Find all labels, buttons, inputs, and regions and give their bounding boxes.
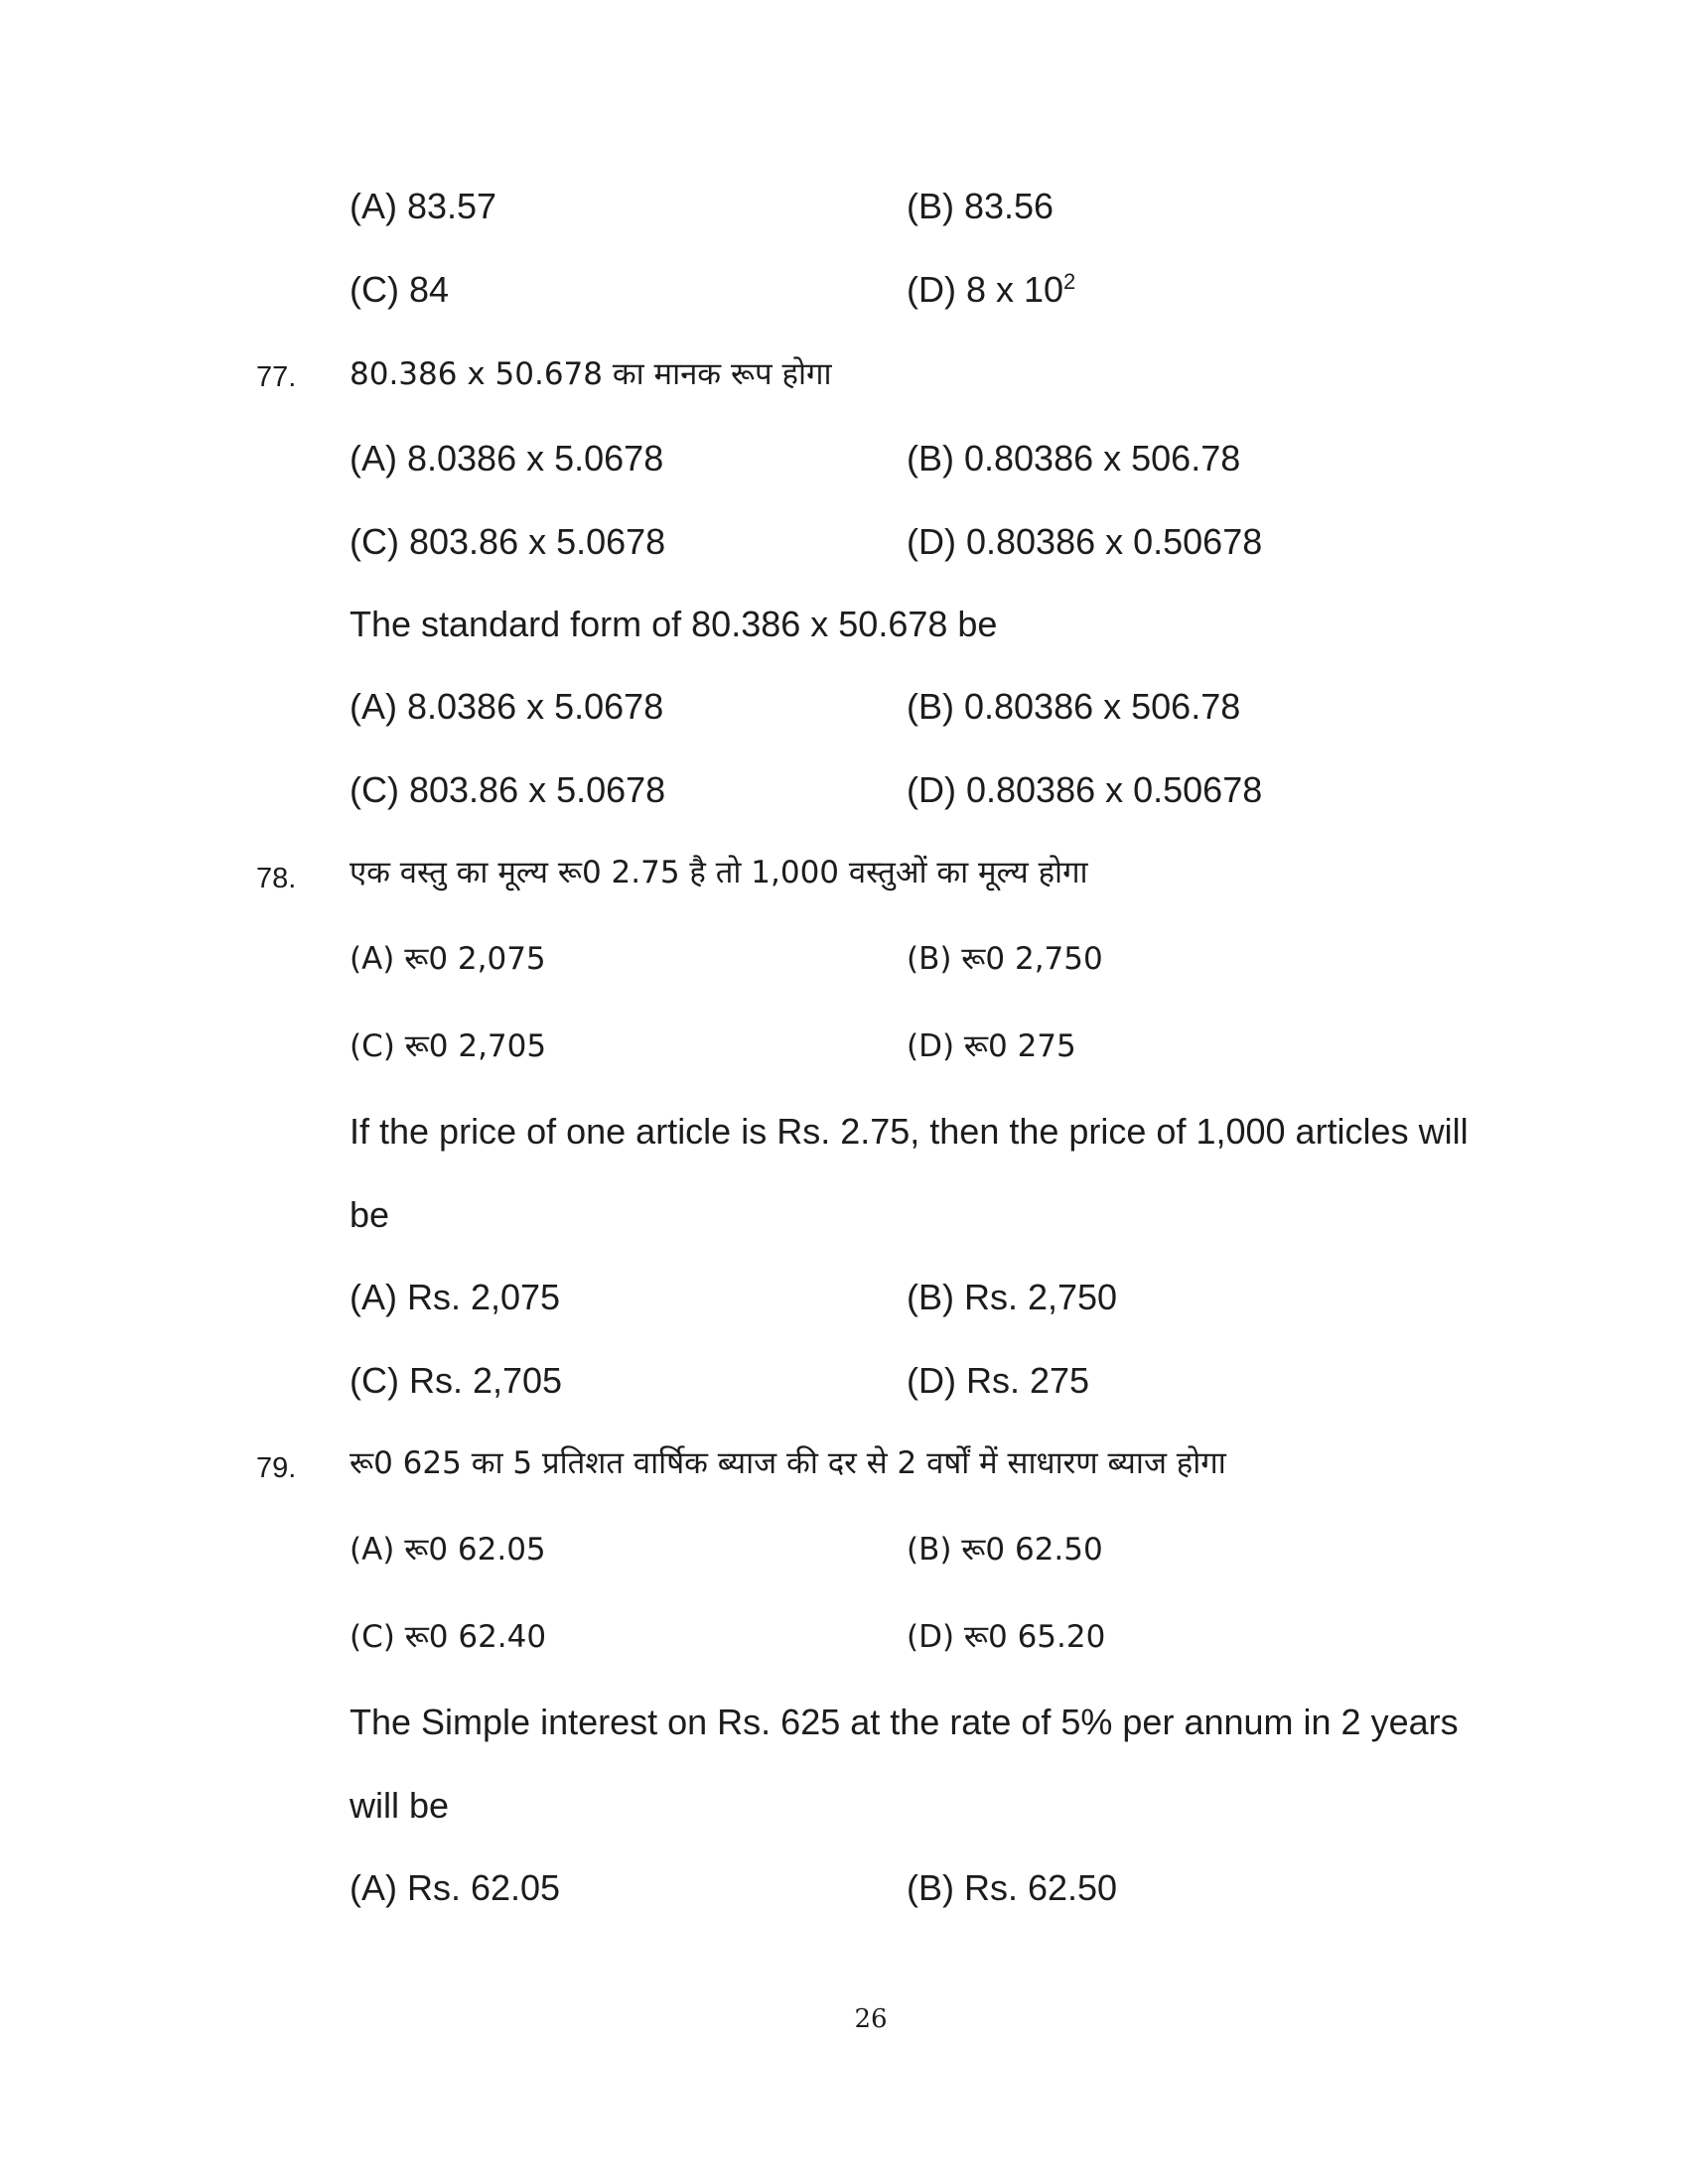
q79-english-stem-line2: will be — [350, 1785, 450, 1826]
q77-hindi-option-d: (D) 0.80386 x 0.50678 — [907, 521, 1263, 562]
q77-number: 77. — [256, 361, 297, 393]
q78-english-option-a: (A) Rs. 2,075 — [350, 1277, 561, 1317]
q76-option-b: (B) 83.56 — [907, 186, 1055, 226]
q78-number: 78. — [256, 863, 297, 894]
q76-option-d-text: (D) 8 x 10 — [907, 269, 1064, 310]
q77-english-option-d: (D) 0.80386 x 0.50678 — [907, 769, 1263, 810]
q77-hindi-option-b: (B) 0.80386 x 506.78 — [907, 438, 1241, 478]
q79-english-stem-line1: The Simple interest on Rs. 625 at the rate of 5% per annum in 2 years — [350, 1702, 1459, 1742]
q79-english-option-b: (B) Rs. 62.50 — [907, 1867, 1118, 1908]
q77-english-option-c: (C) 803.86 x 5.0678 — [350, 769, 666, 810]
q76-option-d-exponent: 2 — [1063, 269, 1076, 294]
q79-hindi-option-b: (B) रू0 62.50 — [907, 1532, 1103, 1568]
q79-hindi-option-c: (C) रू0 62.40 — [350, 1619, 547, 1655]
q79-hindi-stem: रू0 625 का 5 प्रतिशत वार्षिक ब्याज की दर से 2 वर्षों में साधारण ब्याज होगा — [350, 1445, 1226, 1481]
q78-english-option-b: (B) Rs. 2,750 — [907, 1277, 1118, 1317]
q78-hindi-option-a: (A) रू0 2,075 — [350, 941, 546, 977]
q78-english-option-c: (C) Rs. 2,705 — [350, 1360, 563, 1401]
q78-english-stem-line1: If the price of one article is Rs. 2.75, then the price of 1,000 articles will — [350, 1111, 1469, 1152]
q78-hindi-option-d: (D) रू0 275 — [907, 1028, 1076, 1064]
q78-hindi-option-c: (C) रू0 2,705 — [350, 1028, 547, 1064]
q77-english-option-a: (A) 8.0386 x 5.0678 — [350, 686, 664, 727]
q77-hindi-option-c: (C) 803.86 x 5.0678 — [350, 521, 666, 562]
q76-option-d — [907, 268, 1075, 312]
q78-english-option-d: (D) Rs. 275 — [907, 1360, 1090, 1401]
q76-option-a: (A) 83.57 — [350, 186, 497, 226]
q79-english-option-a: (A) Rs. 62.05 — [350, 1867, 561, 1908]
q77-hindi-stem: 80.386 x 50.678 का मानक रूप होगा — [350, 356, 832, 392]
q77-english-option-b: (B) 0.80386 x 506.78 — [907, 686, 1241, 727]
page-number: 26 — [854, 2004, 888, 2034]
q79-hindi-option-a: (A) रू0 62.05 — [350, 1532, 546, 1568]
q78-english-stem-line2: be — [350, 1194, 390, 1235]
q78-hindi-stem: एक वस्तु का मूल्य रू0 2.75 है तो 1,000 वस्तुओं का मूल्य होगा — [350, 855, 1088, 890]
q76-option-c: (C) 84 — [350, 269, 450, 310]
q77-english-stem: The standard form of 80.386 x 50.678 be — [350, 604, 998, 644]
q79-hindi-option-d: (D) रू0 65.20 — [907, 1619, 1106, 1655]
q77-hindi-option-a: (A) 8.0386 x 5.0678 — [350, 438, 664, 478]
q79-number: 79. — [256, 1452, 297, 1484]
q78-hindi-option-b: (B) रू0 2,750 — [907, 941, 1103, 977]
